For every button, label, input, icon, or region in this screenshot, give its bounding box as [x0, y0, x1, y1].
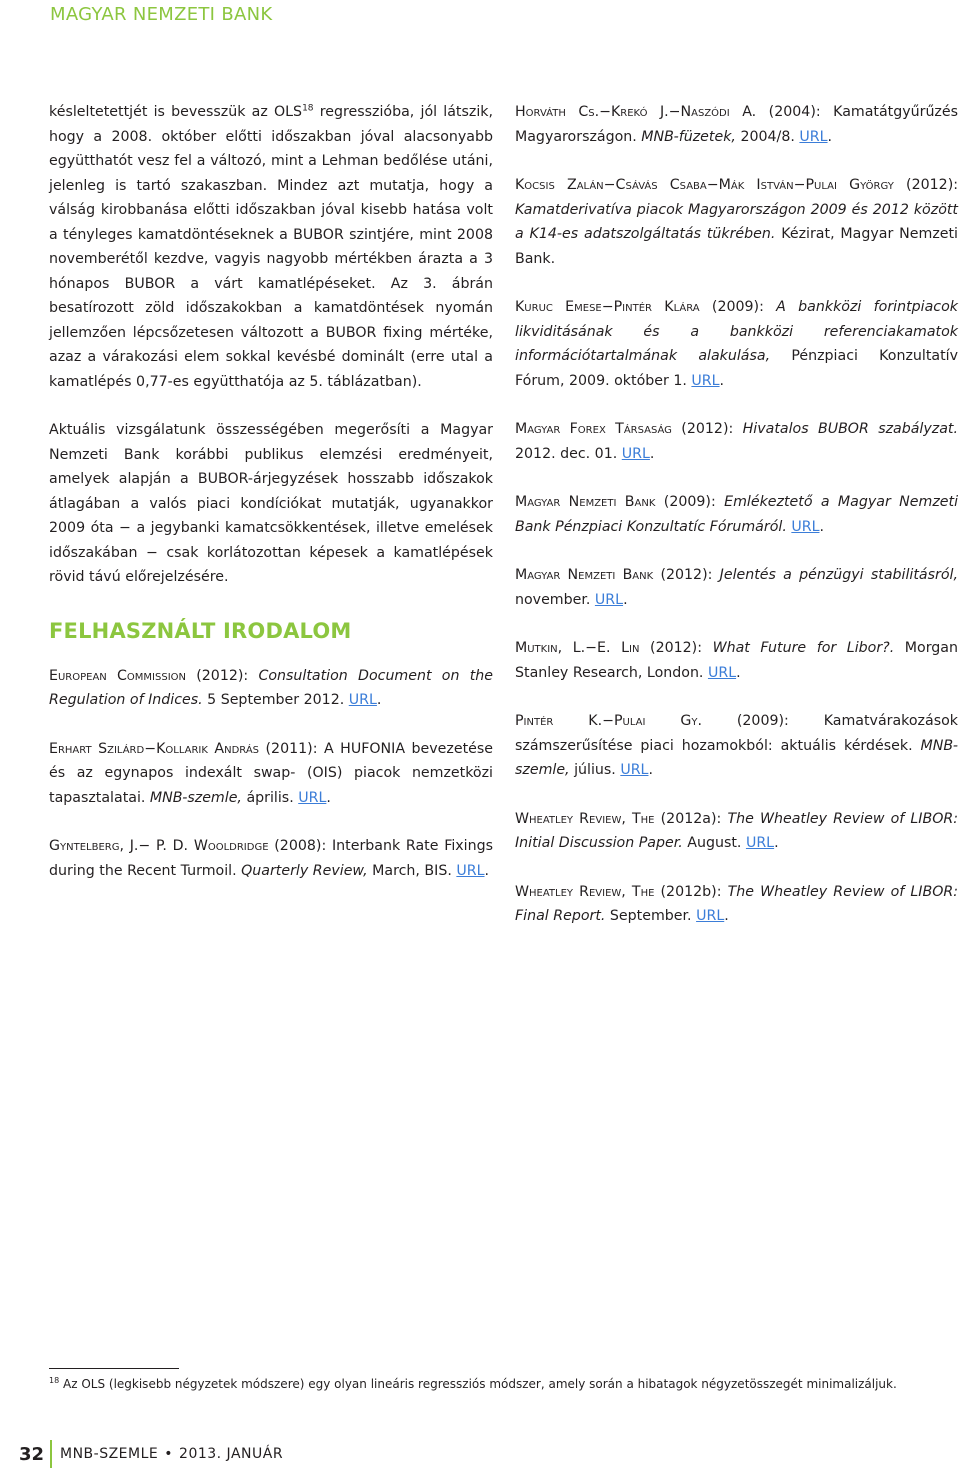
url-link[interactable]: URL — [707, 664, 737, 681]
ref-author: Magyar Forex Társaság — [515, 421, 672, 437]
ref-text: . — [774, 835, 779, 851]
ref-text: . — [724, 908, 729, 924]
ref-text: (2012): — [671, 421, 743, 437]
ref-text: . — [484, 862, 490, 879]
ref-author: Wheatley Review, The — [515, 883, 655, 900]
ref-text: (2004): Kamatátgyűrűzés Magyarországon. — [515, 104, 959, 145]
body-paragraph-1 — [49, 100, 493, 394]
ref-text: March, BIS. — [367, 862, 457, 879]
url-link[interactable]: URL — [691, 372, 720, 389]
ref-text: július. — [569, 762, 621, 778]
ref-text: (2012): — [639, 640, 713, 656]
ref-text: (2012): — [893, 177, 959, 193]
reference-item — [515, 709, 958, 783]
ref-title: What Future for Libor?. — [712, 640, 895, 656]
paragraph-text: regresszióba, jól látszik, hogy a 2008. október előtti időszakban jóval alacsonyabb együtthatót vesz fel a változó, mint a Lehman bedőlése utáni, jelenleg is tartó szakaszban. Mindez azt mutatja, hogy a válság kirobbanása előtti időszakban jóval kisebb hatása volt a tényleges kamatdöntéseknek a BUBOR szintjére, mint 2008 novemberétől kezdve, vagyis nagyobb mértékben árazta a 3 hónapos BUBOR a várt kamatlépéseket. Az 3. ábrán besatírozott zöld időszakokban a kamatdöntések nyomán jellemzően lépcsőzetesen változott a BUBOR fixing mértéke, azaz a várakozási elem sokkal kevésbé dominált (erre utal a kamatlépés 0,77-es együtthatója az 5. táblázatban). — [49, 104, 493, 390]
ref-title: Consultation Document on the Regulation of Indices. — [49, 667, 493, 708]
ref-text: . — [376, 692, 382, 708]
ref-author: Pintér K.−Pulai Gy. — [515, 713, 702, 729]
ref-text: november. — [515, 591, 595, 608]
ref-text: (2011): A HUFONIA bevezetése és az egynapos indexált swap- (OIS) piacok nemzetközi tapasztalatai. — [49, 740, 493, 806]
reference-item — [515, 563, 958, 612]
ref-text: . — [326, 789, 331, 806]
reference-item — [49, 834, 493, 883]
ref-title: A bankközi forintpiacok likviditásának és a bankközi referenciakamatok információtartalmának alakulása, — [515, 299, 958, 364]
ref-text: September. — [605, 908, 697, 924]
ref-author: European Commission — [49, 667, 186, 684]
ref-text: August. — [682, 835, 746, 851]
paragraph-text: késleltetettjét is bevesszük az OLS — [49, 104, 303, 120]
footer-divider — [50, 1440, 52, 1468]
ref-author: Kocsis Zalán−Csávás Csaba−Mák István−Pulai György — [515, 177, 894, 193]
ref-title: Kamatderivatíva piacok Magyarországon 2009 és 2012 között a K14-es adatszolgáltatás tükrében. — [515, 201, 958, 242]
journal-title: MNB-SZEMLE — [60, 1446, 159, 1462]
page-number: 32 — [18, 1443, 44, 1465]
ref-text: (2009): Kamatvárakozások számszerűsítése piaci hozamokból: aktuális kérdések. — [515, 713, 958, 754]
reference-item — [515, 880, 958, 929]
footnote — [49, 1376, 954, 1392]
ref-text: (2012): — [186, 667, 259, 684]
ref-author: Gyntelberg, J. — [49, 838, 139, 854]
url-link[interactable]: URL — [791, 518, 820, 535]
url-link[interactable]: URL — [621, 445, 650, 462]
url-link[interactable]: URL — [456, 862, 485, 879]
url-link[interactable]: URL — [799, 128, 828, 145]
ref-text: . — [827, 128, 833, 145]
ref-title: MNB-füzetek, — [641, 128, 736, 145]
ref-text: . — [623, 591, 628, 608]
url-link[interactable]: URL — [620, 762, 649, 778]
reference-item — [515, 490, 958, 539]
running-header: MAGYAR NEMZETI BANK — [50, 4, 273, 25]
reference-item — [515, 636, 958, 685]
body-paragraph-2: Aktuális vizsgálatunk összességében megerősíti a Magyar Nemzeti Bank korábbi publikus elemzési eredményeit, amelyek alapján a BUBOR-árjegyzések hosszabb időszakok átlagában a valós piaci kondíciókat mutatják, ugyanakkor 2009 óta − a jegybanki kamatcsökkentések, illetve emelések időszakában − csak korlátozottan képesek a kamatlépések rövid távú előrejelzésére. — [49, 422, 493, 585]
ref-text: április. — [241, 789, 299, 806]
ref-title: The Wheatley Review of LIBOR: Final Report. — [515, 883, 959, 924]
reference-item — [515, 417, 958, 466]
journal-issue: 2013. JANUÁR — [179, 1446, 284, 1462]
ref-title: MNB-szemle, — [149, 789, 242, 806]
ref-text: − P. D. — [138, 838, 194, 854]
ref-text: (2012a): — [654, 810, 728, 827]
ref-text: (2012b): — [654, 883, 728, 900]
ref-author: Kuruc Emese−Pintér Klára — [515, 299, 700, 315]
reference-item — [49, 664, 493, 713]
ref-text: . — [719, 372, 725, 389]
reference-item — [49, 737, 493, 811]
ref-author: Mutkin, L.−E. Lin — [515, 640, 640, 656]
ref-title: MNB-szemle, — [515, 737, 958, 778]
footnote-text: Az OLS (legkisebb négyzetek módszere) egy olyan lineáris regressziós módszer, amely során a hibatagok négyzetösszegét minimalizáljuk. — [59, 1377, 897, 1391]
ref-title: Emlékeztető a Magyar Nemzeti Bank Pénzpiaci Konzultatíc Fórumáról. — [515, 494, 959, 535]
reference-item — [515, 100, 958, 149]
ref-text: (2009): — [699, 299, 777, 315]
ref-author: Erhart Szilárd−Kollarik András — [49, 740, 260, 757]
ref-text: . — [649, 445, 655, 462]
ref-text: 2004/8. — [735, 128, 800, 145]
ref-author: Horváth Cs.−Krekó J.−Naszódi A. — [515, 104, 757, 120]
left-column — [49, 100, 493, 883]
right-column — [515, 100, 958, 929]
ref-text: . — [648, 762, 653, 778]
ref-title: Quarterly Review, — [241, 862, 368, 879]
ref-text: . — [736, 664, 741, 681]
ref-title: Jelentés a pénzügyi stabilitásról, — [719, 567, 958, 583]
ref-text: 2012. dec. 01. — [515, 445, 622, 462]
section-title: FELHASZNÁLT IRODALOM — [49, 618, 352, 643]
url-link[interactable]: URL — [745, 835, 775, 851]
ref-title: Hivatalos BUBOR szabályzat. — [742, 421, 958, 437]
ref-text: . — [819, 518, 825, 535]
ref-text: (2012): — [653, 567, 720, 583]
ref-author: Wooldridge — [193, 838, 269, 854]
url-link[interactable]: URL — [298, 789, 327, 806]
reference-item — [515, 807, 958, 856]
ref-text: (2009): — [655, 494, 725, 510]
url-link[interactable]: URL — [594, 591, 624, 608]
url-link[interactable]: URL — [348, 692, 377, 708]
ref-text: Kézirat, Magyar Nemzeti Bank. — [515, 226, 958, 267]
reference-item — [515, 295, 958, 393]
ref-author: Magyar Nemzeti Bank — [515, 567, 654, 583]
ref-author: Magyar Nemzeti Bank — [515, 494, 656, 510]
ref-text: Morgan Stanley Research, London. — [515, 640, 958, 681]
ref-title: The Wheatley Review of LIBOR: Initial Discussion Paper. — [515, 810, 959, 851]
footnote-ref[interactable]: 18 — [302, 103, 314, 114]
ref-author: Wheatley Review, The — [515, 810, 655, 827]
reference-item — [515, 173, 958, 271]
page-footer — [0, 1440, 283, 1468]
ref-text: (2008): Interbank Rate Fixings during the Recent Turmoil. — [49, 838, 493, 879]
url-link[interactable]: URL — [696, 908, 725, 924]
footnote-divider — [49, 1368, 179, 1369]
footnote-number: 18 — [49, 1376, 60, 1385]
journal-name — [60, 1446, 283, 1462]
ref-text: Pénzpiaci Konzultatív Fórum, 2009. október 1. — [515, 348, 958, 389]
separator-dot: • — [164, 1446, 174, 1462]
ref-text: 5 September 2012. — [202, 692, 349, 708]
